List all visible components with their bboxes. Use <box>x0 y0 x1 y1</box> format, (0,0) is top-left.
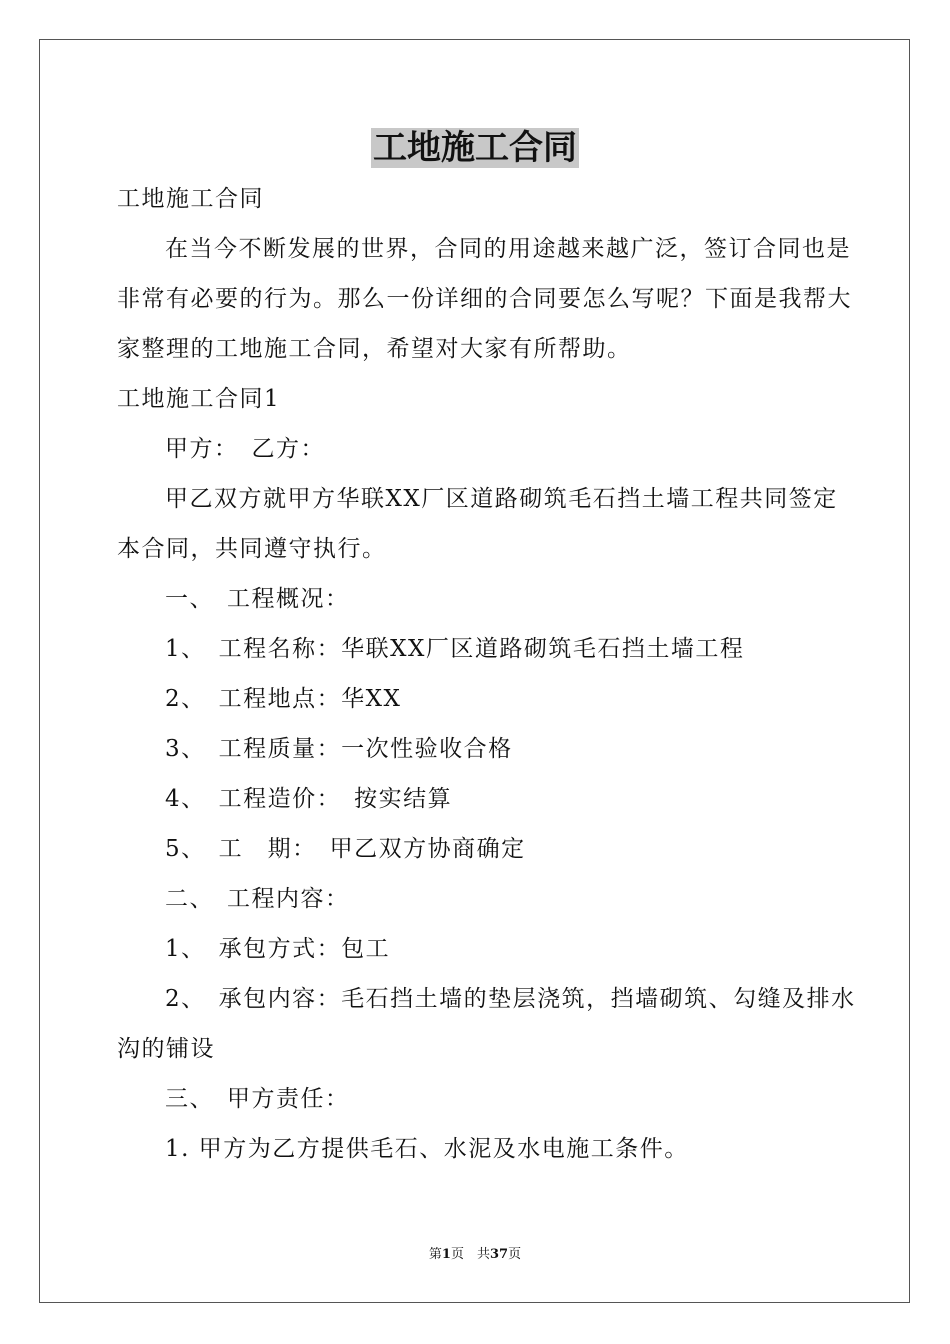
paragraph-line: 家整理的工地施工合同，希望对大家有所帮助。 <box>117 336 632 362</box>
clause-item-continued: 沟的铺设 <box>117 1036 215 1062</box>
paragraph-line: 非常有必要的行为。那么一份详细的合同要怎么写呢？下面是我帮大 <box>117 286 852 312</box>
footer-page-suffix: 页 共 <box>450 1247 490 1262</box>
paragraph-line: 在当今不断发展的世界，合同的用途越来越广泛，签订合同也是 <box>165 236 851 262</box>
clause-item: 3、 工程质量：一次性验收合格 <box>165 736 513 762</box>
clause-item: 1、 工程名称：华联XX厂区道路砌筑毛石挡土墙工程 <box>165 636 745 662</box>
clause-heading: 二、 工程内容： <box>165 886 350 912</box>
footer-total-pages: 37 <box>489 1247 509 1262</box>
footer-page-prefix: 第 <box>428 1247 442 1262</box>
footer-total-suffix: 页 <box>508 1247 522 1262</box>
document-title <box>0 126 950 170</box>
clause-item: 1. 甲方为乙方提供毛石、水泥及水电施工条件。 <box>165 1136 689 1162</box>
clause-heading: 一、 工程概况： <box>165 586 350 612</box>
subtitle-line: 工地施工合同 <box>117 186 264 212</box>
clause-item: 2、 承包内容：毛石挡土墙的垫层浇筑，挡墙砌筑、勾缝及排水 <box>165 986 856 1012</box>
footer-page-number: 1 <box>441 1247 451 1262</box>
paragraph-line: 本合同，共同遵守执行。 <box>117 536 387 562</box>
document-title-text: 工地施工合同 <box>373 128 577 168</box>
paragraph-line: 甲乙双方就甲方华联XX厂区道路砌筑毛石挡土墙工程共同签定 <box>165 486 838 512</box>
clause-heading: 三、 甲方责任： <box>165 1086 350 1112</box>
section-heading: 工地施工合同1 <box>117 386 281 412</box>
page-footer <box>0 1246 950 1264</box>
clause-item: 5、 工 期： 甲乙双方协商确定 <box>165 836 526 862</box>
clause-item: 2、 工程地点：华XX <box>165 686 402 712</box>
clause-item: 4、 工程造价： 按实结算 <box>165 786 453 812</box>
parties-line: 甲方： 乙方： <box>165 436 325 462</box>
clause-item: 1、 承包方式：包工 <box>165 936 391 962</box>
